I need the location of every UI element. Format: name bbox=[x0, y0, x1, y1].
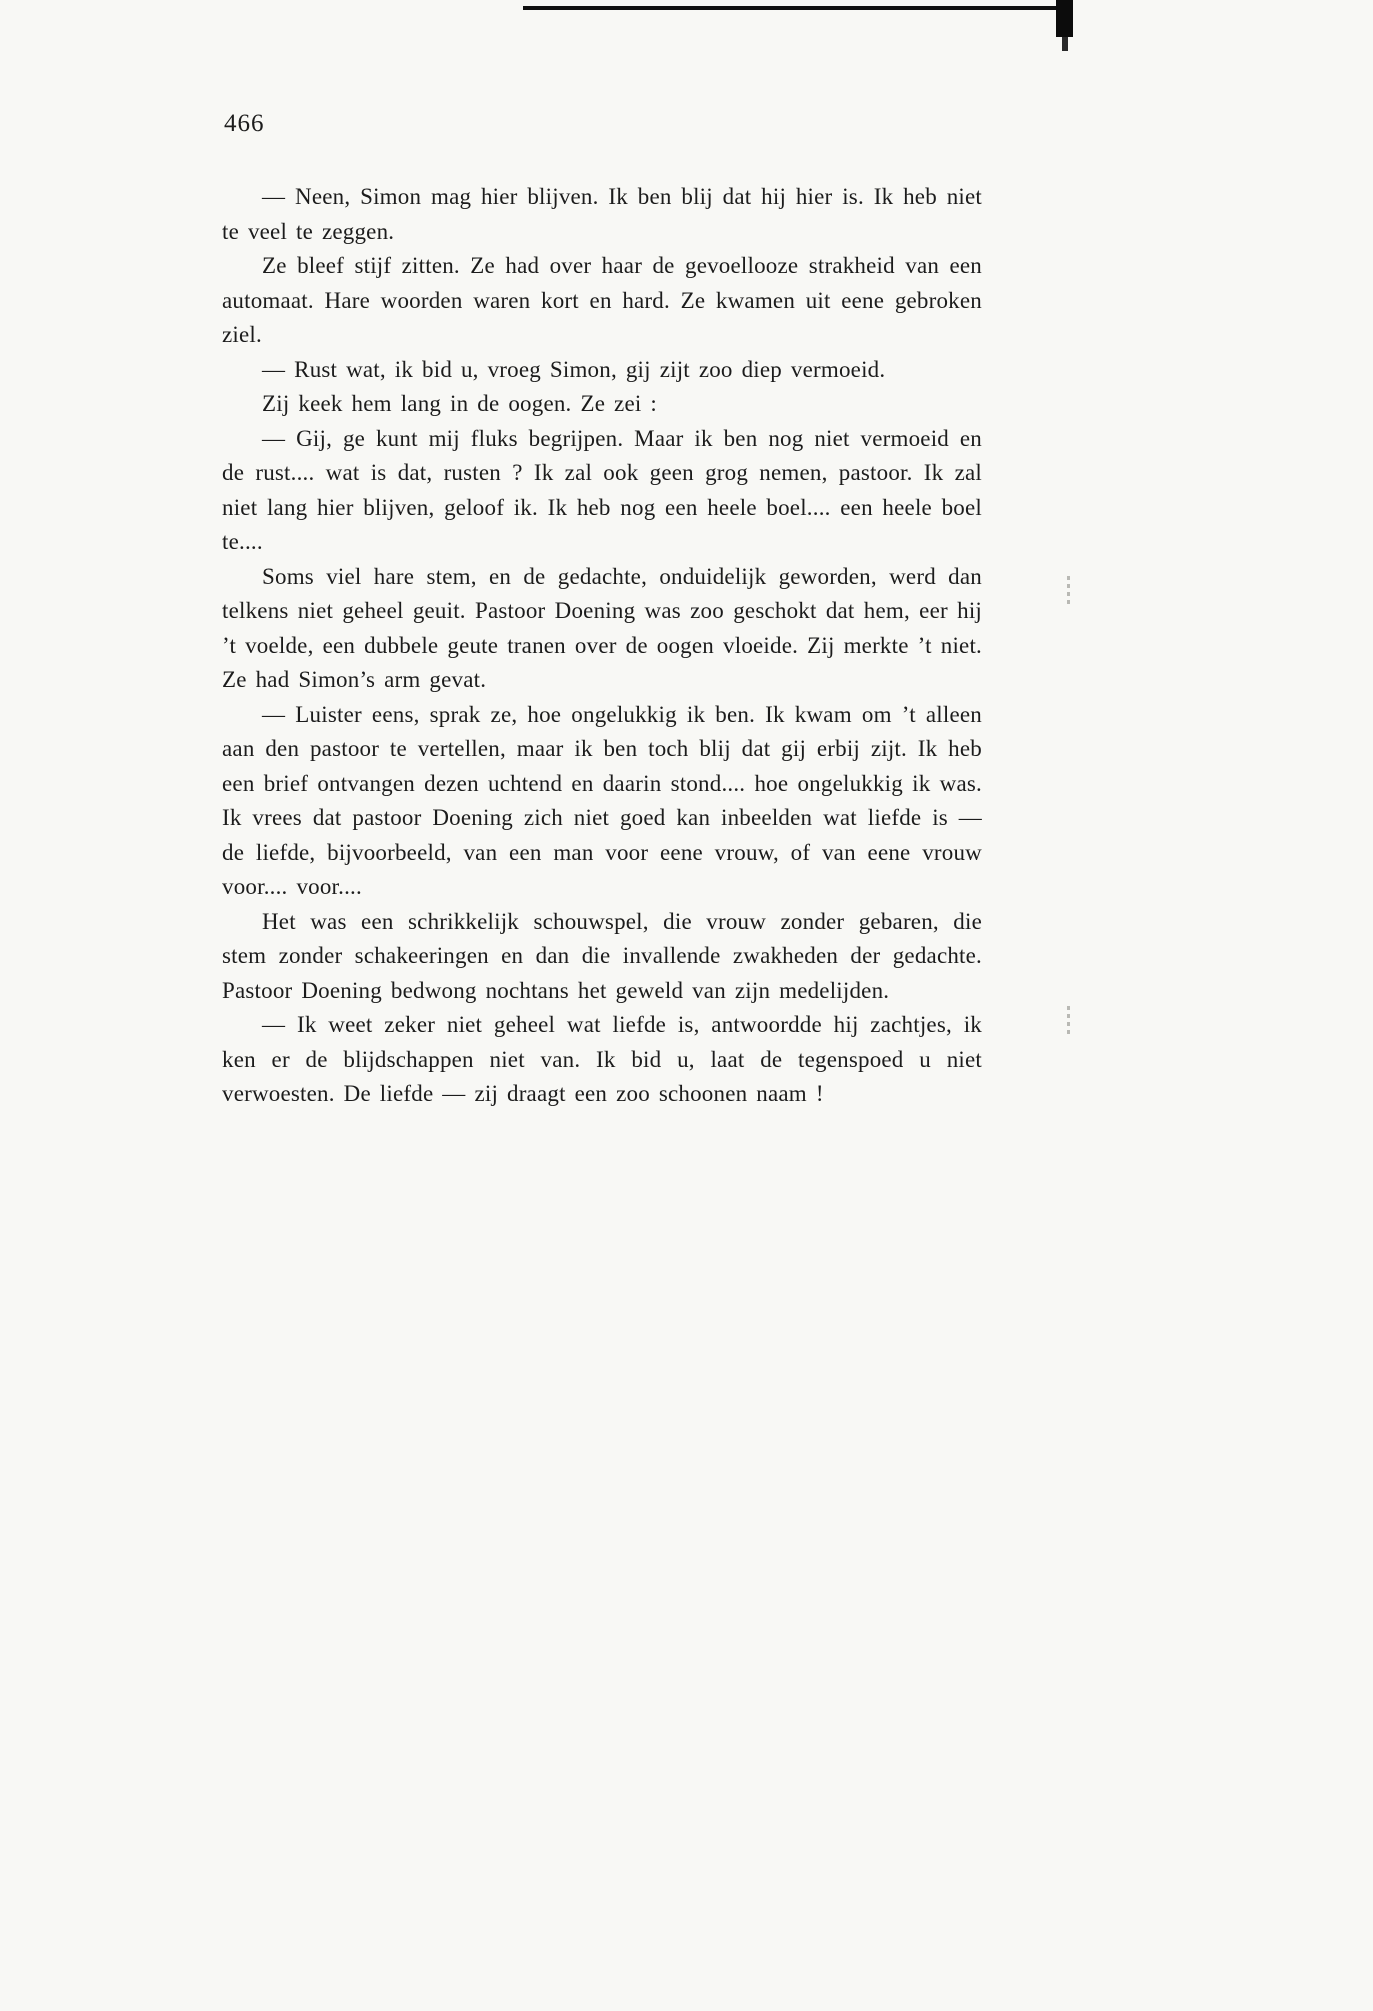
scan-artifact-horizontal-line bbox=[523, 6, 1058, 10]
paragraph: Het was een schrikkelijk schouwspel, die vrouw zonder gebaren, die stem zonder schakeeringen en dan die invallende zwakheden der gedachte. Pastoor Doening bedwong nochtans het geweld van zijn medelijden. bbox=[222, 908, 982, 1003]
paragraph: Soms viel hare stem, en de gedachte, onduidelijk geworden, werd dan telkens niet geheel geuit. Pastoor Doening was zoo geschokt dat hem, eer hij ’t voelde, een dubbele geute tranen over de oogen vloeide. Zij merkte ’t niet. Ze had Simon’s arm gevat. bbox=[222, 563, 982, 692]
scan-artifact-margin-mark bbox=[1067, 1006, 1070, 1036]
paragraph: Ze bleef stijf zitten. Ze had over haar de gevoellooze strakheid van een automaat. Hare woorden waren kort en hard. Ze kwamen uit eene gebroken ziel. bbox=[222, 253, 982, 347]
paragraph: — Gij, ge kunt mij fluks begrijpen. Maar ik ben nog niet vermoeid en de rust.... wat is dat, rusten ? Ik zal ook geen grog nemen, pastoor. Ik zal niet lang hier blijven, geloof ik. Ik heb nog een heele boel.... een heele boel te.... bbox=[222, 425, 982, 554]
scan-artifact-black-bar bbox=[1056, 0, 1073, 37]
page-number: 466 bbox=[224, 110, 265, 137]
paragraph: — Neen, Simon mag hier blijven. Ik ben blij dat hij hier is. Ik heb niet te veel te zeggen. bbox=[222, 184, 982, 244]
scan-artifact-margin-mark bbox=[1067, 576, 1070, 606]
paragraph: — Ik weet zeker niet geheel wat liefde is, antwoordde hij zachtjes, ik ken er de blijdschappen niet van. Ik bid u, laat de tegenspoed u niet verwoesten. De liefde — zij draagt een zoo schoonen naam ! bbox=[222, 1012, 982, 1106]
paragraph: — Luister eens, sprak ze, hoe ongelukkig ik ben. Ik kwam om ’t alleen aan den pastoor te vertellen, maar ik ben toch blij dat gij erbij zijt. Ik heb een brief ontvangen dezen uchtend en daarin stond.... hoe ongelukkig ik was. Ik vrees dat pastoor Doening zich niet goed kan inbeelden wat liefde is — de liefde, bijvoorbeeld, van een man voor eene vrouw, of van eene vrouw voor.... voor.... bbox=[222, 701, 982, 899]
scan-artifact-black-bar-tail bbox=[1062, 37, 1068, 51]
page-text bbox=[222, 180, 982, 1112]
paragraph: Zij keek hem lang in de oogen. Ze zei : bbox=[262, 391, 658, 416]
paragraph: — Rust wat, ik bid u, vroeg Simon, gij zijt zoo diep vermoeid. bbox=[262, 356, 886, 382]
